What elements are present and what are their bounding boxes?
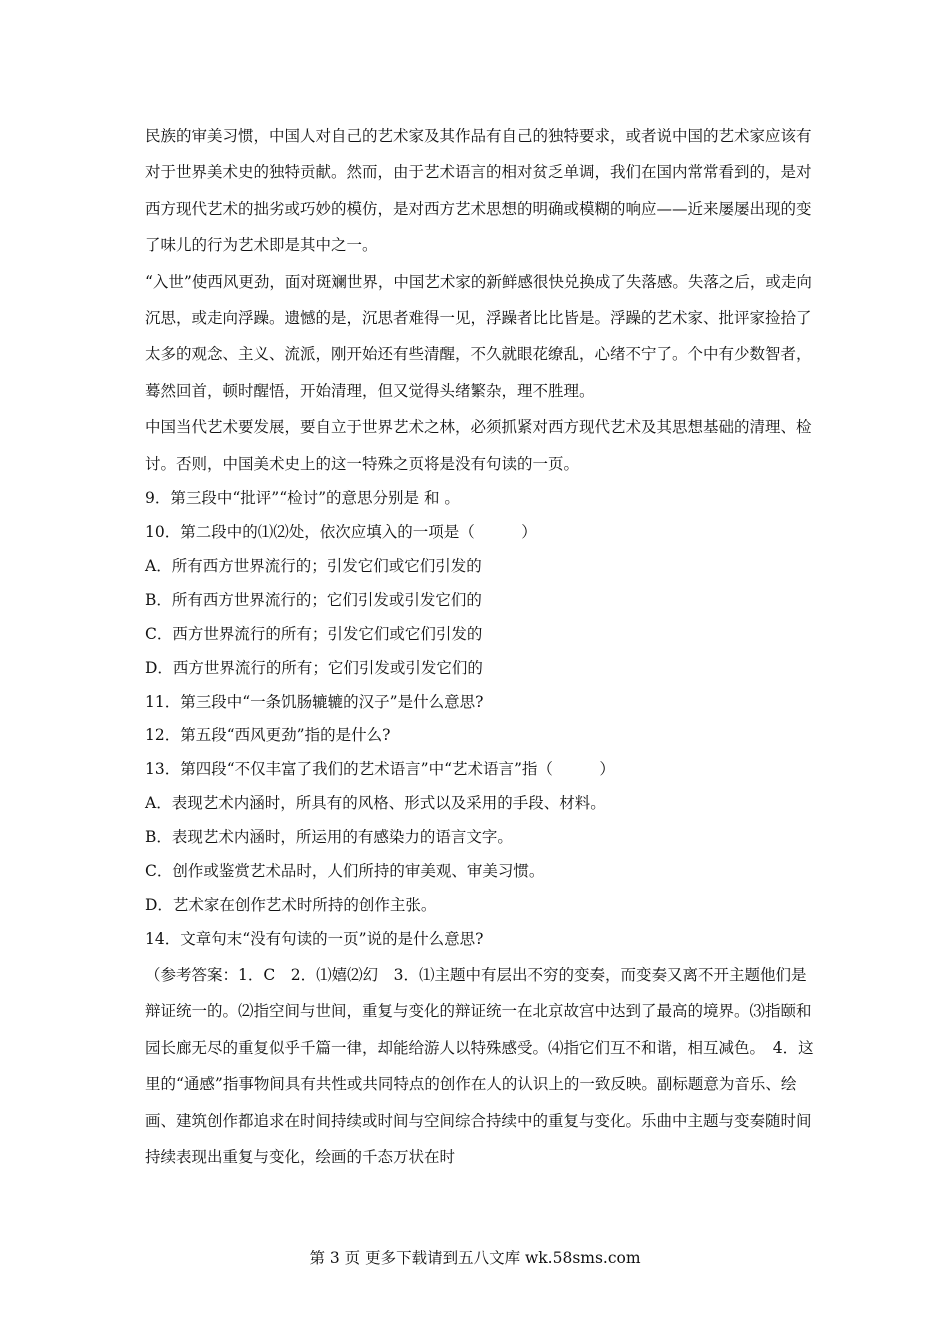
question-11: 11．第三段中“一条饥肠辘辘的汉子”是什么意思? [145,692,484,711]
question-14: 14．文章句末“没有句读的一页”说的是什么意思? [145,929,484,948]
paragraph-1: 民族的审美习惯，中国人对自己的艺术家及其作品有自己的独特要求，或者说中国的艺术家应该有对于世界美术史的独特贡献。然而，由于艺术语言的相对贫乏单调，我们在国内常常看到的，是对西方现代艺术的拙劣或巧妙的模仿，是对西方艺术思想的明确或模糊的响应——近来屡屡出现的变了味儿的行为艺术即是其中之一。 [145,127,812,255]
question-9: 9．第三段中“批评”“检讨”的意思分别是 和 。 [145,489,460,508]
question-10-option-d: D．西方世界流行的所有；它们引发或引发它们的 [145,658,483,677]
paragraph-2: “入世”使西风更劲，面对斑斓世界，中国艺术家的新鲜感很快兑换成了失落感。失落之后，或走向沉思，或走向浮躁。遗憾的是，沉思者难得一见，浮躁者比比皆是。浮躁的艺术家、批评家捡拾了太多的观念、主义、流派，刚开始还有些清醒，不久就眼花缭乱，心绪不宁了。个中有少数智者，蓦然回首，顿时醒悟，开始清理，但又觉得头绪繁杂，理不胜理。 [145,272,812,400]
reference-answers: （参考答案：1．C 2．⑴嬉⑵幻 3．⑴主题中有层出不穷的变奏，而变奏又离不开主题他们是辩证统一的。⑵指空间与世间，重复与变化的辩证统一在北京故宫中达到了最高的境界。⑶指颐和园长廊无尽的重复似乎千篇一律，却能给游人以特殊感受。⑷指它们互不和谐，相互减色。 4．这里的“通感”指事物间具有共性或共同特点的创作在人的认识上的一致反映。副标题意为音乐、绘画、建筑创作都追求在时间持续或时间与空间综合持续中的重复与变化。乐曲中主题与变奏随时间持续表现出重复与变化，绘画的千态万状在时 [145,965,814,1167]
page-footer: 第 3 页 更多下载请到五八文库 wk.58sms.com [309,1249,641,1267]
question-13: 13．第四段“不仅丰富了我们的艺术语言”中“艺术语言”指（ ） [145,760,615,779]
question-12: 12．第五段“西风更劲”指的是什么? [145,726,391,745]
question-13-option-a: A．表现艺术内涵时，所具有的风格、形式以及采用的手段、材料。 [145,794,606,813]
question-13-option-b: B．表现艺术内涵时，所运用的有感染力的语言文字。 [145,828,513,847]
question-10-option-c: C．西方世界流行的所有；引发它们或它们引发的 [145,624,483,643]
question-13-option-c: C．创作或鉴赏艺术品时，人们所持的审美观、审美习惯。 [145,862,545,881]
body-text [145,118,815,1176]
question-13-option-d: D．艺术家在创作艺术时所持的创作主张。 [145,895,437,914]
question-10-option-a: A．所有西方世界流行的；引发它们或它们引发的 [145,556,482,575]
question-10-option-b: B．所有西方世界流行的；它们引发或引发它们的 [145,590,482,609]
question-10: 10．第二段中的⑴⑵处，依次应填入的一项是（ ） [145,522,537,541]
paragraph-3: 中国当代艺术要发展，要自立于世界艺术之林，必须抓紧对西方现代艺术及其思想基础的清理、检讨。否则，中国美术史上的这一特殊之页将是没有句读的一页。 [145,418,812,473]
